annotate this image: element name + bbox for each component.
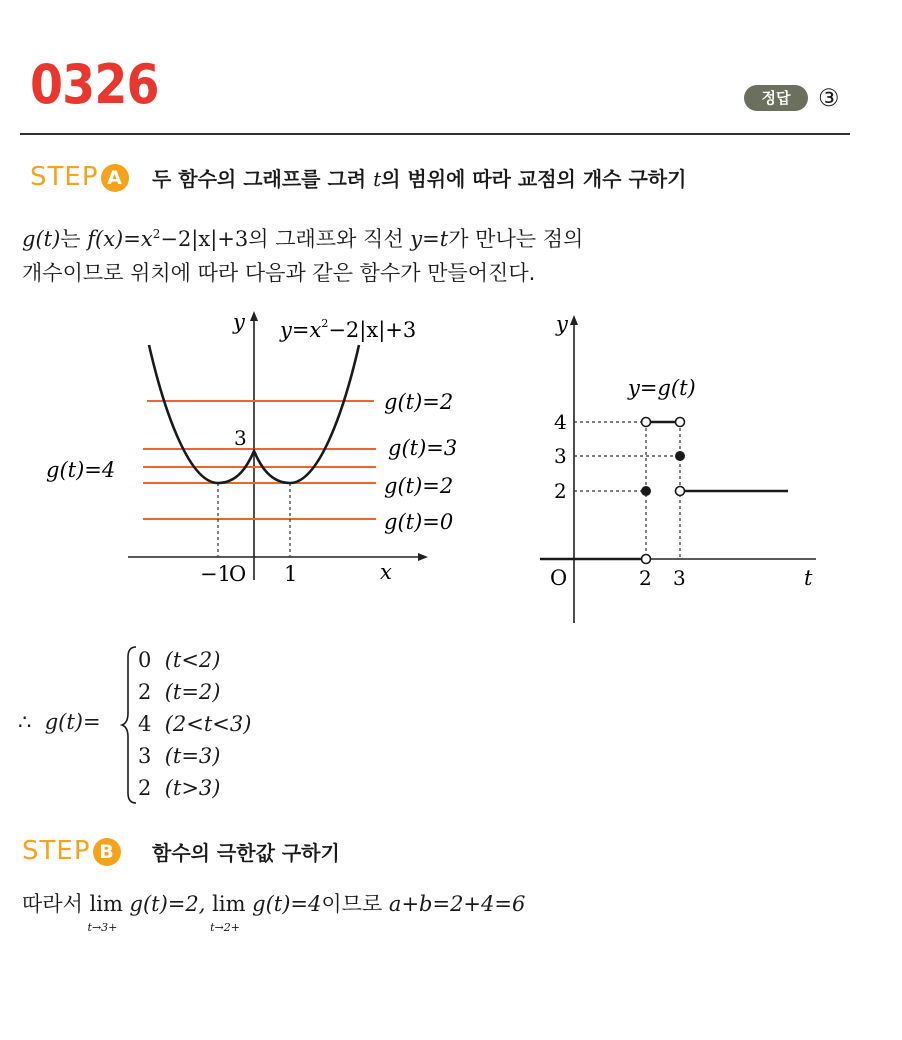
- xtick-3: 3: [673, 566, 686, 590]
- limit-2-sub: t→2+: [210, 921, 240, 934]
- case-value: 3: [138, 744, 152, 768]
- problem-number: 0326: [30, 53, 159, 116]
- curve-label-a: y=x: [280, 318, 322, 342]
- ytick-2: 2: [554, 479, 567, 503]
- func-label: y=g(t): [628, 376, 696, 400]
- label-g3: g(t)=3: [388, 436, 458, 460]
- therefore-symbol: ∴: [18, 710, 32, 734]
- graph-left: [40, 305, 480, 595]
- case-value: 2: [138, 680, 152, 704]
- case-row: [138, 644, 251, 676]
- step-a-label: STEP: [30, 162, 99, 192]
- closed-point-3-3: [675, 451, 685, 461]
- limit-1-sub: t→3+: [87, 921, 118, 934]
- piecewise-lhs: [18, 708, 101, 736]
- right-y-arrow: [570, 315, 578, 325]
- step-a-title-var: t: [373, 167, 382, 191]
- label-g0: g(t)=0: [384, 510, 454, 534]
- answer-badge: 정답: [744, 85, 808, 111]
- line-yt: y=t: [410, 227, 449, 251]
- graph-right: [530, 305, 830, 625]
- tick-neg1: −1: [200, 562, 231, 586]
- curve-label: [279, 317, 416, 343]
- case-row: [138, 740, 251, 772]
- step-b-text-a: 따라서: [22, 892, 90, 916]
- curve-label-b: −2|x|+3: [328, 318, 417, 342]
- step-a-line2: 개수이므로 위치에 따라 다음과 같은 함수가 만들어진다.: [22, 261, 536, 285]
- xtick-2: 2: [639, 566, 652, 590]
- step-b-line: [22, 890, 525, 934]
- step-a-title-part2: 의 범위에 따라 교점의 개수 구하기: [381, 167, 687, 191]
- fx-expression: f(x)=x: [87, 227, 153, 251]
- lim-word: lim: [212, 892, 246, 916]
- limit-1: [87, 890, 130, 934]
- line1-text-g: 가 만나는 점의: [448, 227, 584, 251]
- final-result: a+b=2+4=6: [388, 892, 526, 916]
- peak-label: 3: [234, 426, 247, 450]
- line1-text-e: 의 그래프와 직선: [248, 227, 411, 251]
- case-cond: (t=2): [164, 680, 221, 704]
- gt-symbol: g(t): [22, 227, 61, 251]
- case-value: 4: [138, 712, 152, 736]
- case-row: [138, 772, 251, 804]
- label-g2-top: g(t)=2: [384, 390, 454, 414]
- limit-2-expr: g(t)=4: [252, 892, 322, 916]
- step-b-letter-badge: B: [93, 838, 121, 866]
- fx-expression-rest: −2|x|+3: [160, 227, 249, 251]
- case-cond: (2<t<3): [164, 712, 252, 736]
- right-y-label: y: [556, 312, 568, 336]
- lim-word: lim: [89, 892, 123, 916]
- step-a-line1: [22, 220, 583, 253]
- case-cond: (t=3): [164, 744, 221, 768]
- brace: [120, 645, 138, 805]
- left-y-label: y: [233, 310, 245, 334]
- case-value: 0: [138, 648, 152, 672]
- step-a-heading: [30, 164, 129, 192]
- step-b-label: STEP: [22, 836, 91, 866]
- label-g4: g(t)=4: [46, 458, 116, 482]
- step-a-letter-badge: A: [101, 164, 129, 192]
- limit-1-expr: g(t)=2,: [129, 892, 206, 916]
- step-a-title: [152, 166, 686, 192]
- ytick-3: 3: [554, 444, 567, 468]
- left-x-arrow: [418, 553, 428, 561]
- step-b-title: 함수의 극한값 구하기: [152, 841, 340, 865]
- tick-1: 1: [284, 562, 298, 586]
- open-point-3-2: [676, 487, 685, 496]
- right-origin: O: [550, 566, 568, 590]
- answer-value: ③: [818, 84, 840, 112]
- header-divider: [20, 133, 850, 135]
- closed-point-2-2: [641, 486, 651, 496]
- left-y-arrow: [250, 311, 258, 321]
- limit-2: [210, 890, 252, 934]
- case-cond: (t<2): [164, 648, 221, 672]
- left-x-label: x: [380, 560, 392, 584]
- step-b-text-b: 이므로: [321, 892, 389, 916]
- line1-text-b: 는: [60, 227, 88, 251]
- step-b-heading: [22, 838, 121, 866]
- right-x-label: t: [804, 566, 813, 590]
- open-point-3-4: [676, 418, 685, 427]
- case-row: [138, 676, 251, 708]
- case-row: [138, 708, 251, 740]
- piecewise-lhs-text: g(t)=: [44, 710, 101, 734]
- fx-exponent: 2: [152, 227, 161, 241]
- step-a-title-part1: 두 함수의 그래프를 그려: [152, 167, 367, 191]
- ytick-4: 4: [554, 410, 567, 434]
- open-point-2-0: [642, 555, 651, 564]
- left-origin: O: [229, 562, 247, 586]
- curve-label-sup: 2: [321, 317, 329, 330]
- piecewise-cases: [138, 644, 251, 804]
- case-value: 2: [138, 776, 152, 800]
- open-point-2-4: [642, 418, 651, 427]
- case-cond: (t>3): [164, 776, 221, 800]
- label-g2: g(t)=2: [384, 474, 454, 498]
